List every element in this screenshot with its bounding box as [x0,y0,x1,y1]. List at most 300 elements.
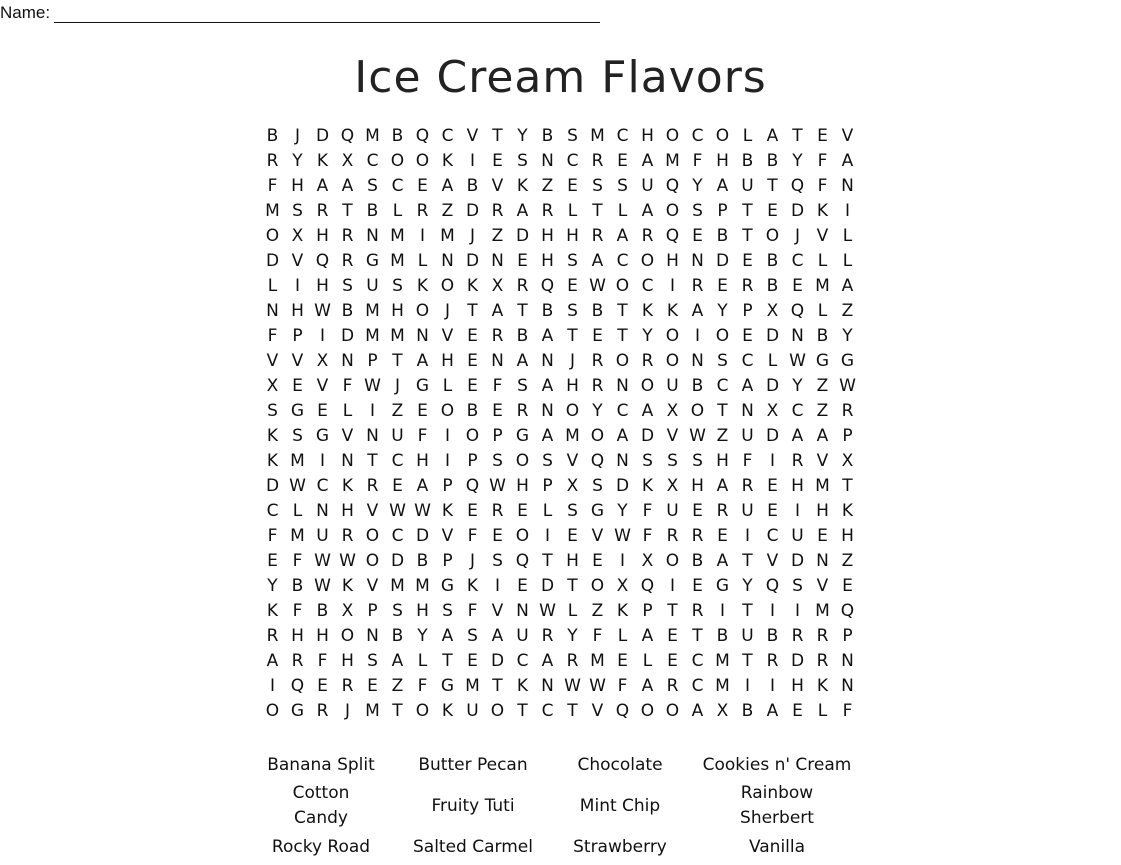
grid-cell: K [516,176,529,196]
grid-cell: V [816,451,829,471]
grid-cell: D [715,251,730,271]
grid-cell: S [667,451,678,471]
grid-cell: X [641,551,654,571]
grid-cell: T [592,201,603,221]
grid-cell: O [715,326,730,346]
grid-cell: E [692,226,703,246]
grid-cell: R [341,226,354,246]
grid-cell: F [292,551,303,571]
grid-cell: O [415,701,430,721]
grid-cell: N [416,326,429,346]
grid-cell: C [616,401,629,421]
grid-cell: C [691,676,704,696]
grid-cell: T [517,301,528,321]
grid-cell: E [792,701,803,721]
grid-cell: E [392,476,403,496]
grid-cell: A [791,426,804,446]
grid-cell: W [364,376,381,396]
grid-cell: H [566,226,579,246]
grid-cell: B [741,151,754,171]
grid-cell: C [766,526,779,546]
grid-cell: T [467,301,478,321]
grid-cell: M [715,651,730,671]
grid-cell: E [492,401,503,421]
grid-cell: D [765,326,780,346]
grid-cell: C [441,126,454,146]
grid-cell: U [666,501,679,521]
grid-cell: S [617,176,628,196]
grid-cell: M [715,676,730,696]
grid-cell: O [590,426,605,446]
grid-cell: D [790,651,805,671]
grid-cell: M [390,251,405,271]
grid-cell: N [616,376,629,396]
grid-cell: N [316,501,329,521]
grid-cell: H [716,451,729,471]
grid-cell: S [542,451,553,471]
grid-cell: H [516,476,529,496]
grid-cell: L [267,276,278,296]
grid-cell: Z [391,676,404,696]
grid-cell: F [317,651,328,671]
grid-cell: C [791,401,804,421]
word-bank-item [549,794,691,819]
grid-cell: T [742,226,753,246]
grid-cell: R [341,676,354,696]
grid-cell: B [766,276,779,296]
grid-cell: D [265,476,280,496]
grid-cell: A [841,276,854,296]
grid-cell: R [766,651,779,671]
grid-cell: B [366,201,379,221]
grid-cell: W [589,676,606,696]
grid-cell: Q [790,176,805,196]
grid-cell: A [816,426,829,446]
grid-cell: O [665,701,680,721]
grid-cell: L [392,201,403,221]
grid-cell: B [316,601,329,621]
grid-cell: U [741,626,754,646]
grid-row [260,299,860,324]
grid-cell: O [515,451,530,471]
grid-cell: H [691,476,704,496]
grid-cell: O [390,151,405,171]
grid-cell: F [817,151,828,171]
grid-cell: Q [465,476,480,496]
grid-cell: G [440,676,455,696]
grid-cell: O [665,201,680,221]
grid-cell: V [841,126,854,146]
grid-row [260,124,860,149]
grid-row [260,399,860,424]
grid-cell: R [416,201,429,221]
grid-cell: P [642,601,653,621]
grid-cell: O [265,701,280,721]
grid-cell: U [741,176,754,196]
grid-cell: S [567,301,578,321]
grid-cell: Z [591,601,604,621]
grid-cell: S [792,576,803,596]
grid-cell: H [666,251,679,271]
grid-cell: K [616,601,629,621]
grid-cell: I [469,151,475,171]
grid-cell: S [267,401,278,421]
grid-row [260,224,860,249]
grid-cell: N [791,326,804,346]
grid-cell: E [492,526,503,546]
grid-cell: W [789,351,806,371]
grid-cell: V [666,426,679,446]
grid-cell: M [465,676,480,696]
grid-cell: I [619,551,625,571]
grid-cell: K [516,676,529,696]
grid-cell: E [792,276,803,296]
grid-cell: S [492,451,503,471]
grid-cell: J [394,376,400,396]
grid-cell: V [366,501,379,521]
grid-cell: S [492,551,503,571]
grid-cell: K [416,276,429,296]
grid-cell: H [341,651,354,671]
grid-cell: E [717,276,728,296]
grid-row [260,449,860,474]
grid-row [260,199,860,224]
grid-cell: U [316,526,329,546]
grid-cell: O [415,301,430,321]
grid-cell: H [316,626,329,646]
grid-cell: B [391,126,404,146]
grid-cell: H [566,376,579,396]
page-title: Ice Cream Flavors [354,52,767,103]
grid-cell: M [415,576,430,596]
grid-cell: E [592,551,603,571]
grid-cell: N [541,676,554,696]
grid-cell: M [815,601,830,621]
grid-cell: T [367,451,378,471]
grid-cell: R [541,201,554,221]
word-search-grid [260,124,860,724]
grid-cell: F [417,676,428,696]
grid-cell: B [766,251,779,271]
grid-cell: R [516,401,529,421]
grid-cell: A [516,201,529,221]
grid-cell: T [742,551,753,571]
grid-cell: Q [790,301,805,321]
grid-cell: U [466,701,479,721]
grid-cell: A [691,701,704,721]
word-bank-item [245,781,397,831]
grid-cell: E [567,526,578,546]
grid-cell: X [491,276,504,296]
grid-cell: K [841,501,854,521]
grid-cell: E [692,501,703,521]
grid-cell: O [340,626,355,646]
grid-cell: L [767,351,778,371]
grid-cell: N [516,601,529,621]
grid-cell: N [741,401,754,421]
grid-cell: F [342,376,353,396]
grid-cell: I [769,676,775,696]
grid-cell: F [467,601,478,621]
grid-cell: O [615,276,630,296]
grid-cell: F [292,601,303,621]
grid-cell: F [742,451,753,471]
grid-cell: M [365,701,380,721]
grid-cell: C [741,351,754,371]
word-bank-item-line: Rainbow [740,783,814,803]
grid-cell: M [440,226,455,246]
grid-cell: V [491,176,504,196]
grid-row [260,549,860,574]
grid-cell: R [591,226,604,246]
grid-cell: J [794,226,800,246]
grid-cell: S [567,126,578,146]
word-bank-item [397,835,549,860]
grid-cell: N [441,251,454,271]
grid-cell: B [466,401,479,421]
grid-cell: S [592,476,603,496]
word-bank-item-line: Chocolate [577,754,663,775]
grid-cell: V [341,426,354,446]
grid-cell: A [541,326,554,346]
grid-cell: L [642,651,653,671]
grid-cell: A [641,401,654,421]
word-bank [245,750,865,862]
grid-cell: H [416,451,429,471]
grid-row [260,349,860,374]
name-underline [54,6,600,23]
grid-cell: O [765,226,780,246]
grid-cell: T [392,351,403,371]
grid-cell: W [839,376,856,396]
grid-cell: S [442,601,453,621]
grid-cell: D [390,551,405,571]
grid-cell: S [392,276,403,296]
grid-cell: A [641,676,654,696]
grid-cell: P [367,351,378,371]
grid-cell: A [541,376,554,396]
grid-cell: C [366,151,379,171]
grid-cell: W [314,551,331,571]
grid-cell: T [767,176,778,196]
grid-cell: R [666,526,679,546]
grid-cell: A [541,651,554,671]
word-bank-item [549,835,691,860]
grid-cell: S [642,451,653,471]
grid-cell: D [490,651,505,671]
grid-cell: I [794,601,800,621]
grid-cell: V [816,576,829,596]
grid-row [260,374,860,399]
grid-cell: Z [541,176,554,196]
grid-cell: V [816,226,829,246]
grid-cell: L [617,201,628,221]
grid-cell: M [365,301,380,321]
grid-cell: A [391,651,404,671]
grid-cell: E [567,176,578,196]
grid-cell: N [341,351,354,371]
grid-cell: B [291,576,304,596]
grid-cell: E [467,326,478,346]
grid-cell: G [440,576,455,596]
grid-cell: G [290,401,305,421]
grid-cell: Y [792,151,803,171]
grid-cell: U [391,426,404,446]
grid-cell: M [265,201,280,221]
grid-cell: W [689,426,706,446]
grid-cell: R [691,526,704,546]
grid-cell: T [692,626,703,646]
grid-cell: J [294,126,300,146]
grid-cell: A [766,126,779,146]
grid-cell: H [841,526,854,546]
grid-cell: I [719,601,725,621]
grid-cell: X [616,576,629,596]
grid-cell: B [391,626,404,646]
grid-cell: K [816,201,829,221]
grid-cell: V [766,551,779,571]
grid-cell: Q [540,276,555,296]
grid-cell: A [616,426,629,446]
grid-row [260,174,860,199]
name-field [0,3,600,23]
grid-row [260,249,860,274]
grid-cell: X [566,476,579,496]
grid-cell: F [842,701,853,721]
grid-cell: R [816,626,829,646]
grid-cell: B [716,626,729,646]
grid-cell: M [365,126,380,146]
grid-cell: L [442,376,453,396]
grid-cell: K [441,701,454,721]
grid-cell: R [291,651,304,671]
grid-cell: H [291,626,304,646]
grid-cell: D [265,251,280,271]
grid-cell: H [791,476,804,496]
grid-cell: O [565,401,580,421]
word-bank-item [397,753,549,778]
grid-cell: O [265,226,280,246]
grid-cell: C [541,701,554,721]
grid-cell: C [391,451,404,471]
name-label: Name: [0,3,51,22]
word-bank-item [245,753,397,778]
word-bank-item-line: Mint Chip [579,795,661,816]
grid-cell: L [817,251,828,271]
word-bank-item-line: Candy [294,808,348,828]
grid-cell: I [444,451,450,471]
grid-cell: M [815,276,830,296]
grid-cell: B [691,376,704,396]
grid-cell: Q [340,126,355,146]
grid-cell: A [541,426,554,446]
grid-cell: I [744,676,750,696]
grid-cell: Q [515,551,530,571]
grid-cell: W [339,551,356,571]
grid-cell: H [291,301,304,321]
grid-cell: C [316,476,329,496]
grid-cell: X [316,351,329,371]
grid-cell: C [616,126,629,146]
grid-cell: N [841,651,854,671]
grid-cell: M [365,326,380,346]
grid-cell: H [716,151,729,171]
grid-cell: G [815,351,830,371]
grid-cell: W [539,601,556,621]
grid-cell: N [341,451,354,471]
grid-cell: K [466,576,479,596]
grid-cell: B [416,551,429,571]
grid-cell: R [266,151,279,171]
grid-cell: U [641,176,654,196]
grid-cell: W [614,526,631,546]
grid-cell: A [641,626,654,646]
grid-cell: X [291,226,304,246]
grid-cell: I [769,451,775,471]
grid-cell: X [666,476,679,496]
grid-cell: M [290,526,305,546]
grid-cell: J [469,226,475,246]
grid-cell: Y [292,151,303,171]
grid-cell: T [617,326,628,346]
grid-cell: B [266,126,279,146]
grid-cell: R [841,401,854,421]
grid-cell: G [315,426,330,446]
grid-cell: R [591,376,604,396]
grid-cell: E [742,251,753,271]
grid-cell: V [441,326,454,346]
grid-cell: Q [665,226,680,246]
grid-cell: M [390,576,405,596]
grid-cell: R [591,151,604,171]
grid-cell: E [517,501,528,521]
grid-row [260,574,860,599]
grid-cell: A [341,176,354,196]
grid-cell: I [769,601,775,621]
grid-cell: E [692,576,703,596]
grid-cell: D [515,226,530,246]
grid-cell: H [816,501,829,521]
grid-cell: K [316,151,329,171]
grid-cell: C [616,251,629,271]
grid-cell: F [267,326,278,346]
grid-cell: I [794,501,800,521]
grid-cell: E [467,376,478,396]
grid-cell: L [842,226,853,246]
grid-cell: M [390,326,405,346]
grid-cell: Y [567,626,578,646]
grid-cell: B [466,176,479,196]
word-bank-item-line: Banana Split [267,754,375,775]
grid-cell: V [566,451,579,471]
grid-cell: N [366,626,379,646]
grid-cell: G [290,701,305,721]
grid-cell: T [667,601,678,621]
grid-cell: O [715,126,730,146]
grid-cell: X [266,376,279,396]
grid-cell: R [641,351,654,371]
word-bank-item [691,781,863,831]
grid-cell: E [417,401,428,421]
grid-cell: R [816,651,829,671]
grid-cell: V [366,576,379,596]
grid-row [260,624,860,649]
grid-cell: S [717,351,728,371]
grid-cell: N [691,351,704,371]
grid-cell: V [266,351,279,371]
grid-cell: S [292,426,303,446]
grid-cell: Q [415,126,430,146]
